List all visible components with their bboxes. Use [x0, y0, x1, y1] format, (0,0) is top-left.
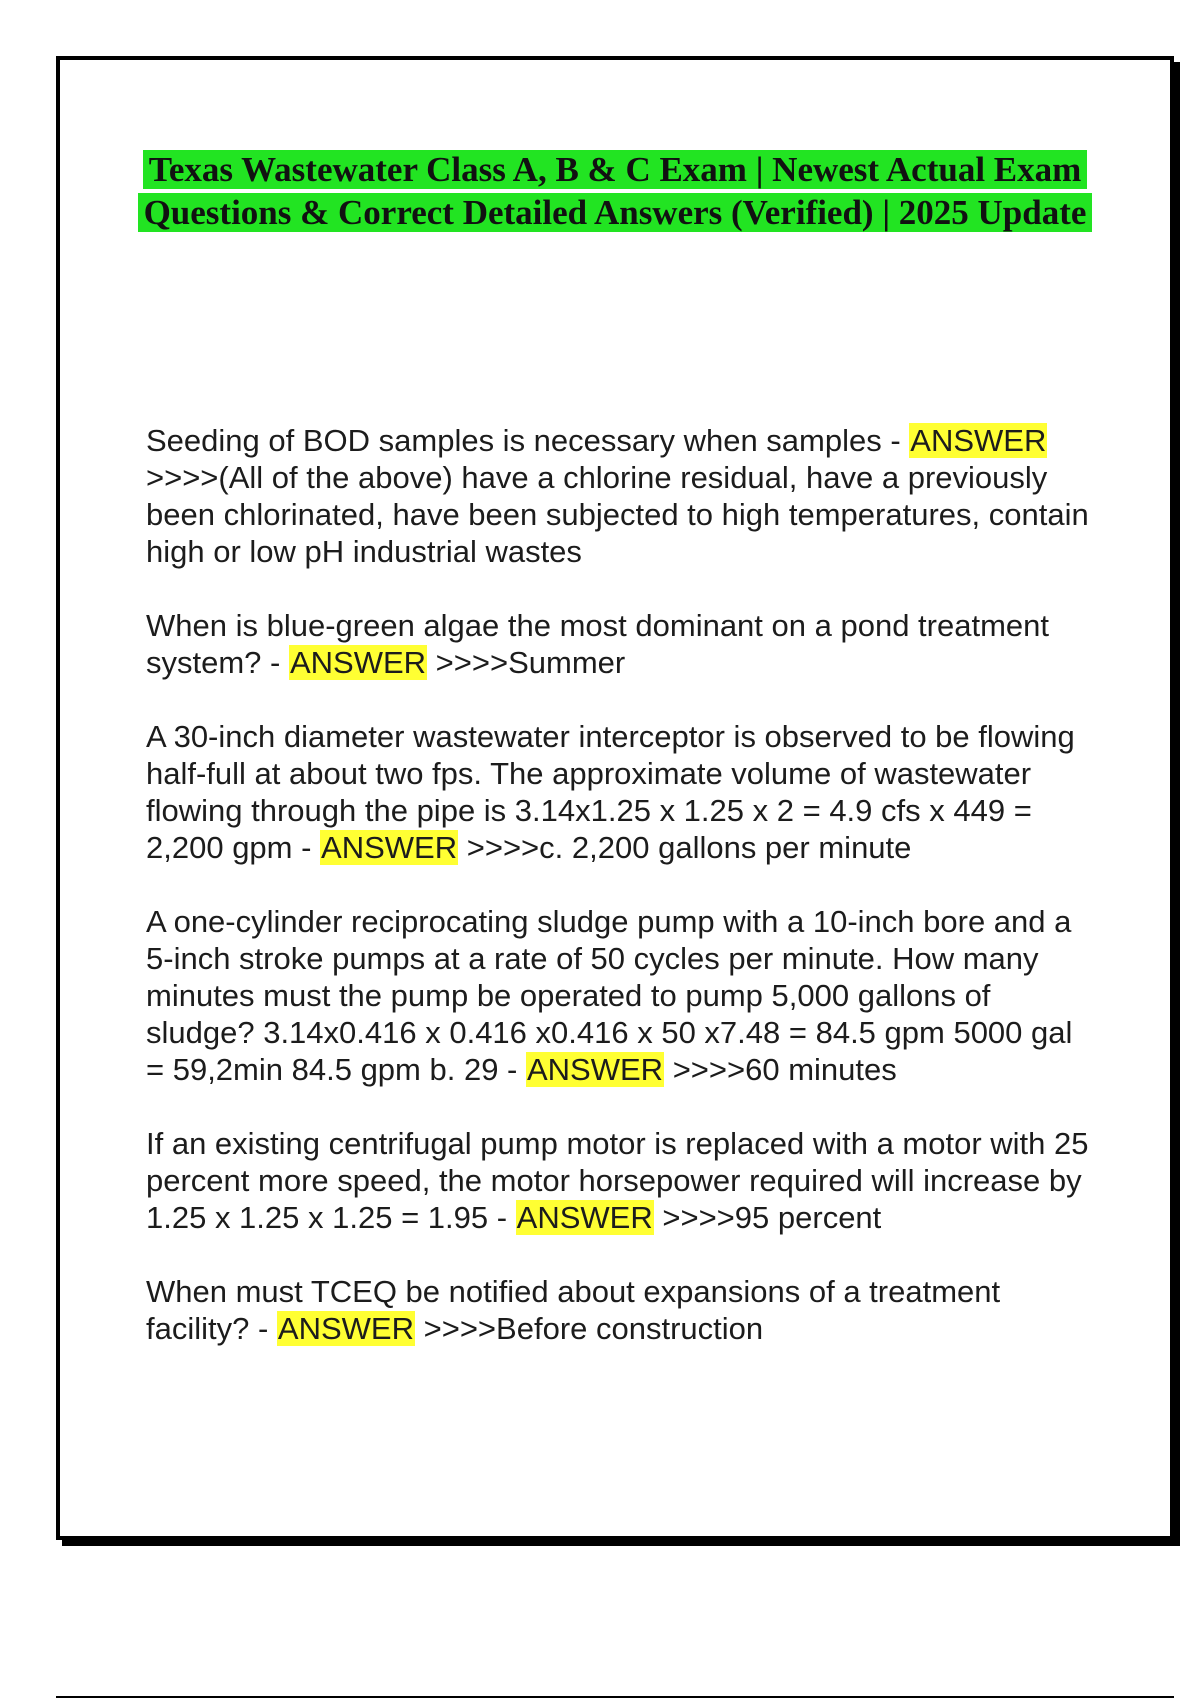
- answer-text: Summer: [508, 645, 626, 680]
- question-text: When must TCEQ be notified about expansions of a treatment facility? -: [146, 1274, 1001, 1346]
- answer-marker: ANSWER: [321, 830, 458, 865]
- document-title: [100, 148, 1130, 234]
- answer-prefix: >>>>: [435, 645, 509, 680]
- answer-text: 60 minutes: [745, 1052, 897, 1087]
- answer-marker: ANSWER: [277, 1311, 414, 1346]
- qa-item: [146, 903, 1092, 1088]
- qa-item: [146, 1273, 1092, 1347]
- qa-item: [146, 422, 1092, 570]
- question-text: A one-cylinder reciprocating sludge pump with a 10-inch bore and a 5-inch stroke pumps at a rate of 50 cycles per minute. How many minutes must the pump be operated to pump 5,000 gallons of sludge? 3.14x0.416 x 0.416 x0.416 x 50 x7.48 = 84.5 gpm 5000 gal = 59,2min 84.5 gpm b. 29 -: [146, 904, 1073, 1087]
- page-frame: [56, 56, 1174, 1540]
- answer-prefix: >>>>: [672, 1052, 746, 1087]
- title-highlight: Texas Wastewater Class A, B & C Exam | Newest Actual Exam Questions & Correct Detailed Answers (Verified) | 2025 Update: [138, 150, 1093, 232]
- answer-prefix: >>>>: [466, 830, 540, 865]
- answer-marker: ANSWER: [526, 1052, 664, 1087]
- qa-item: [146, 718, 1092, 866]
- answer-marker: ANSWER: [289, 645, 427, 680]
- answer-marker: ANSWER: [516, 1200, 653, 1235]
- question-text: If an existing centrifugal pump motor is replaced with a motor with 25 percent more speed, the motor horsepower required will increase by 1.25 x 1.25 x 1.25 = 1.95 -: [146, 1126, 1089, 1235]
- answer-text: Before construction: [496, 1311, 764, 1346]
- qa-item: [146, 607, 1092, 681]
- question-text: Seeding of BOD samples is necessary when samples -: [146, 423, 910, 458]
- answer-prefix: >>>>: [662, 1200, 735, 1235]
- qa-item: [146, 1125, 1092, 1236]
- answer-text: c. 2,200 gallons per minute: [539, 830, 912, 865]
- answer-text: 95 percent: [734, 1200, 882, 1235]
- qa-list: [146, 422, 1092, 1384]
- question-text: A 30-inch diameter wastewater interceptor is observed to be flowing half-full at about two fps. The approximate volume of wastewater flowing through the pipe is 3.14x1.25 x 1.25 x 2 = 4.9 cfs x 449 = 2,200 gpm -: [146, 719, 1075, 865]
- answer-marker: ANSWER: [910, 423, 1047, 458]
- answer-prefix: >>>>: [146, 460, 219, 495]
- footer-rule: [56, 1696, 1174, 1698]
- answer-text: (All of the above) have a chlorine residual, have a previously been chlorinated, have been subjected to high temperatures, contain high or low pH industrial wastes: [146, 460, 1089, 569]
- question-text: When is blue-green algae the most dominant on a pond treatment system? -: [146, 608, 1049, 680]
- answer-prefix: >>>>: [423, 1311, 497, 1346]
